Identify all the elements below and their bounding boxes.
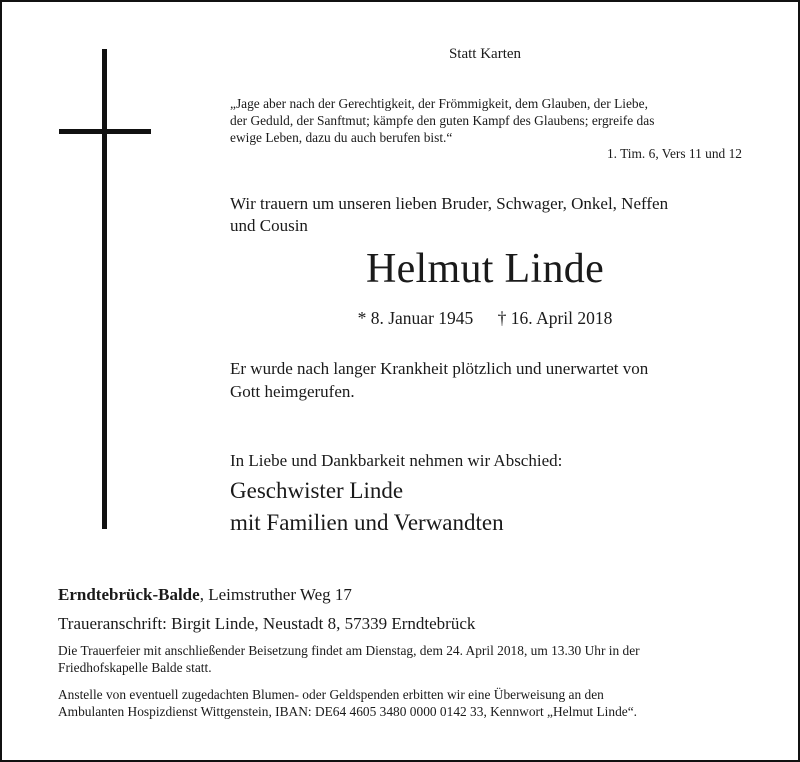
location-street: , Leimstruther Weg 17 xyxy=(199,585,352,604)
statt-karten-heading: Statt Karten xyxy=(448,46,522,62)
intro-line-1: Wir trauern um unseren lieben Bruder, Schwager, Onkel, Neffen xyxy=(230,194,669,213)
intro-line-2: und Cousin xyxy=(230,216,308,235)
death-date: † 16. April 2018 xyxy=(497,308,613,328)
notice-line-1: Er wurde nach langer Krankheit plötzlich und unerwartet von xyxy=(230,359,649,378)
donation-info-line-2: Ambulanten Hospizdienst Wittgenstein, IBAN: DE64 4605 3480 0000 0142 33, Kennwort „Helmut Linde“. xyxy=(58,704,638,719)
donation-info-line-1: Anstelle von eventuell zugedachten Blumen- oder Geldspenden erbitten wir eine Überweisung an den xyxy=(58,687,604,702)
bible-quote-line-3: ewige Leben, dazu du auch berufen bist.“ xyxy=(230,130,453,145)
location-name: Erndtebrück-Balde xyxy=(58,585,200,604)
notice-line-2: Gott heimgerufen. xyxy=(230,382,355,401)
mourning-address: Traueranschrift: Birgit Linde, Neustadt 8, 57339 Erndtebrück xyxy=(58,614,476,633)
location-address xyxy=(58,585,352,605)
service-info-line-2: Friedhofskapelle Balde statt. xyxy=(58,660,212,675)
farewell-intro: In Liebe und Dankbarkeit nehmen wir Abschied: xyxy=(230,451,563,470)
service-info-line-1: Die Trauerfeier mit anschließender Beisetzung findet am Dienstag, dem 24. April 2018, um 13.30 Uhr in der xyxy=(58,643,640,658)
deceased-name: Helmut Linde xyxy=(365,246,605,292)
bible-reference: 1. Tim. 6, Vers 11 und 12 xyxy=(606,146,742,161)
family-line-1: Geschwister Linde xyxy=(230,478,404,503)
bible-quote-line-2: der Geduld, der Sanftmut; kämpfe den guten Kampf des Glaubens; ergreife das xyxy=(230,113,655,128)
cross-icon-vertical-bar xyxy=(102,49,107,529)
family-line-2: mit Familien und Verwandten xyxy=(230,510,504,535)
life-dates xyxy=(230,308,740,329)
birth-date: * 8. Januar 1945 xyxy=(357,308,474,328)
bible-quote-line-1: „Jage aber nach der Gerechtigkeit, der Frömmigkeit, dem Glauben, der Liebe, xyxy=(230,96,648,111)
cross-icon-horizontal-bar xyxy=(59,129,151,134)
